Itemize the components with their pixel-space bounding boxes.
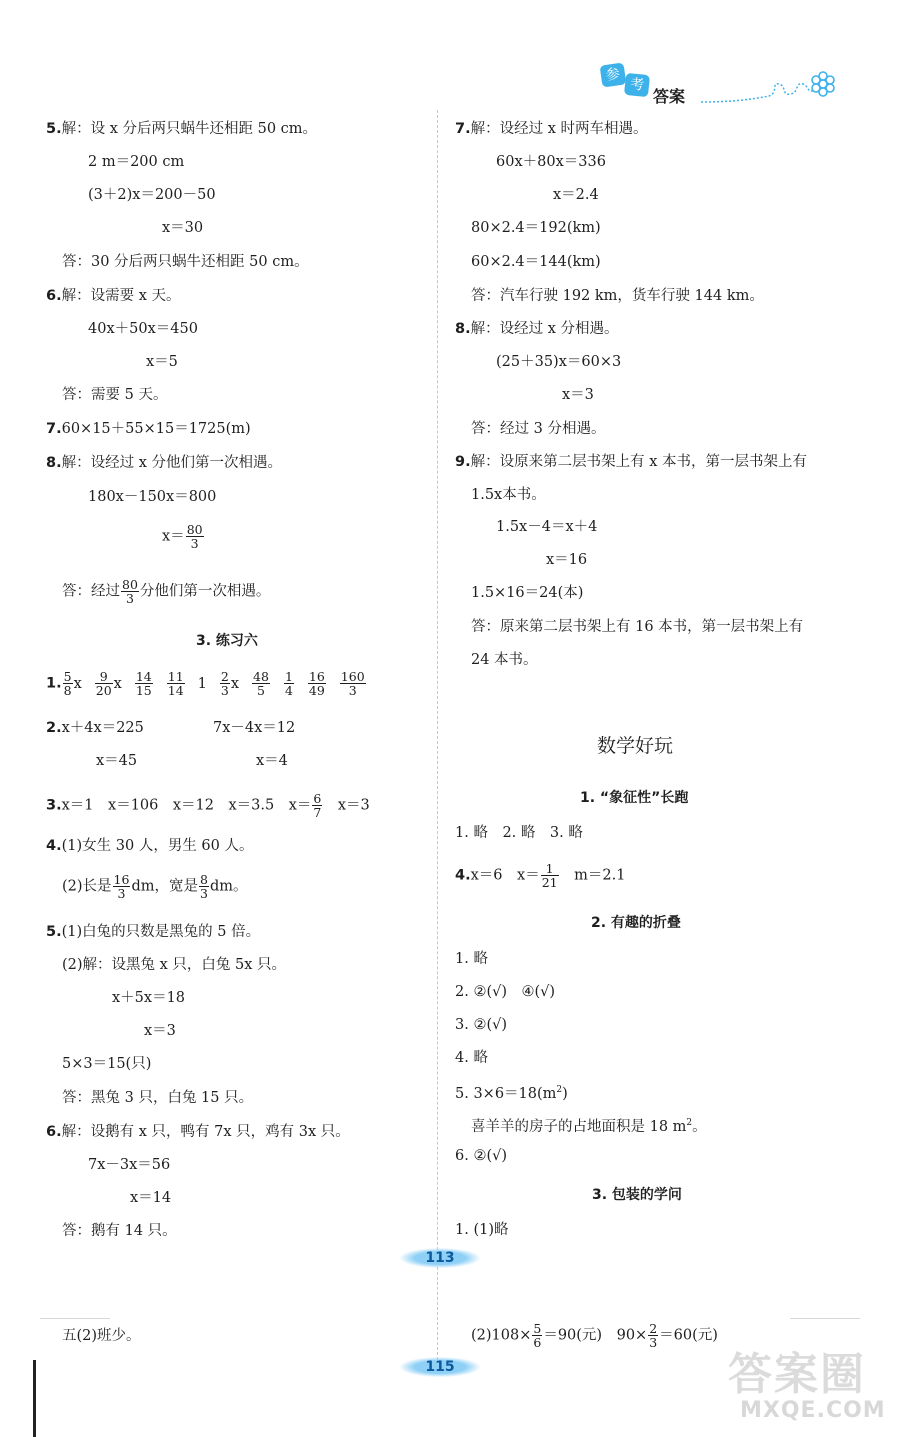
- fraction: $\frac{80}{3}$: [186, 522, 203, 551]
- fraction: $\frac{16}{3}$: [113, 872, 130, 901]
- header-answer-label: 答案: [653, 87, 686, 106]
- badge-can: 参: [600, 62, 627, 87]
- left-q8-line2: 180x－150x＝800: [88, 489, 217, 505]
- ex6-q2-line1b: 7x－4x＝12: [213, 720, 296, 736]
- fraction: $\frac{2}{3}$: [220, 669, 229, 698]
- fraction: $\frac{2}{3}$: [649, 1321, 658, 1350]
- s2-q1: 1. 略: [455, 951, 488, 967]
- q1-item: 1: [197, 675, 207, 692]
- left-q8-line3: x＝ $\frac{80}{3}$: [162, 522, 203, 551]
- s2-q3: 3. ②(√): [455, 1017, 507, 1033]
- s2-q2: 2. ②(√) ④(√): [455, 984, 556, 1000]
- left-q5-line4: x＝30: [162, 220, 204, 236]
- fraction: $\frac{160}{3}$: [340, 669, 365, 698]
- right-q9-answer-line1: 答：原来第二层书架上有 16 本书，第一层书架上有: [471, 619, 804, 635]
- fraction: $\frac{1}{21}$: [541, 861, 558, 890]
- watermark-small-text: MXQE.COM: [740, 1398, 886, 1423]
- page-number-113: 113: [400, 1248, 480, 1268]
- left-q5-line3: (3＋2)x＝200－50: [88, 187, 216, 203]
- section-title-2: 2. 有趣的折叠: [591, 915, 681, 931]
- fraction: $\frac{6}{7}$: [313, 791, 322, 820]
- left-q8-answer: 答：经过 $\frac{80}{3}$ 分他们第一次相遇。: [62, 577, 271, 606]
- right-q7-line3: x＝2.4: [553, 187, 599, 203]
- left-q7: 7.60×15＋55×15＝1725(m): [46, 421, 251, 437]
- ex6-q4-line2: (2)长是 $\frac{16}{3}$ dm，宽是 $\frac{8}{3}$ dm。: [62, 872, 248, 901]
- ex6-q5-line2: (2)解：设黑兔 x 只，白兔 5x 只。: [62, 957, 287, 973]
- q1-item: [307, 669, 327, 698]
- ex6-q5-line5: 5×3＝15(只): [62, 1056, 152, 1072]
- fragment-rule-right: [790, 1318, 860, 1319]
- fraction: $\frac{11}{14}$: [167, 669, 184, 698]
- swirl-flower-icon: [699, 62, 839, 106]
- fraction: $\frac{5}{8}$: [63, 669, 72, 698]
- fraction: $\frac{8}{3}$: [199, 872, 208, 901]
- right-q8-line1: 8.解：设经过 x 分相遇。: [455, 321, 619, 337]
- q1-item: $\frac{2}{3}$ x: [220, 669, 240, 698]
- left-q5-answer: 答：30 分后两只蜗牛还相距 50 cm。: [62, 254, 309, 270]
- ex6-q5-answer: 答：黑兔 3 只，白兔 15 只。: [62, 1090, 254, 1106]
- left-q5-line1: 5.解：设 x 分后两只蜗牛还相距 50 cm。: [46, 121, 318, 137]
- column-divider: [437, 110, 438, 1360]
- right-q7-line2: 60x＋80x＝336: [496, 154, 606, 170]
- s1-q1-3: 1. 略 2. 略 3. 略: [455, 825, 583, 841]
- right-q9-line5: 1.5×16＝24(本): [471, 585, 584, 601]
- s2-q5: 5. $3\times 6=18(m^2)$: [455, 1085, 568, 1102]
- right-q9-answer-line2: 24 本书。: [471, 652, 538, 668]
- fraction: $\frac{48}{5}$: [253, 669, 269, 698]
- ex6-q6-answer: 答：鹅有 14 只。: [62, 1223, 177, 1239]
- right-q7-answer: 答：汽车行驶 192 km，货车行驶 144 km。: [471, 288, 764, 304]
- ex6-q5-line4: x＝3: [144, 1023, 176, 1039]
- ex6-q1-items: [62, 669, 379, 698]
- left-q6-answer: 答：需要 5 天。: [62, 387, 168, 403]
- ex6-q5-line1: 5.(1)白兔的只数是黑兔的 5 倍。: [46, 924, 261, 940]
- s2-q4: 4. 略: [455, 1050, 488, 1066]
- right-q9-line3: 1.5x－4＝x＋4: [496, 519, 598, 535]
- fragment-left-text: 五(2)班少。: [62, 1328, 141, 1344]
- fraction: $\frac{9}{20}$: [95, 669, 112, 698]
- q1-item: [134, 669, 154, 698]
- ex6-q3: 3.x＝1 x＝106 x＝12 x＝3.5 x＝ $\frac{6}{7}$ x＝3: [46, 791, 370, 820]
- section-title-3: 3. 包装的学问: [592, 1187, 682, 1203]
- watermark-big-text: 答案圈: [728, 1349, 866, 1400]
- right-q7-line4: 80×2.4＝192(km): [471, 220, 601, 236]
- ex6-q5-line3: x＋5x＝18: [112, 990, 186, 1006]
- right-q8-line2: (25＋35)x＝60×3: [496, 354, 622, 370]
- s3-q1: 1. (1)略: [455, 1222, 509, 1238]
- right-q7-line5: 60×2.4＝144(km): [471, 254, 601, 270]
- page-number-115: 115: [400, 1357, 480, 1377]
- fragment-rule-left: [40, 1318, 110, 1319]
- fraction: $\frac{1}{4}$: [284, 669, 293, 698]
- left-q8-line1: 8.解：设经过 x 分他们第一次相遇。: [46, 455, 283, 471]
- section-title-exercise-6: 3. 练习六: [196, 633, 258, 649]
- unit-title: 数学好玩: [597, 735, 674, 757]
- q1-item: $\frac{9}{20}$ x: [95, 669, 122, 698]
- fraction: $\frac{14}{15}$: [135, 669, 152, 698]
- fraction: $\frac{16}{49}$: [308, 669, 325, 698]
- q1-item: [339, 669, 367, 698]
- left-q6-line3: x＝5: [146, 354, 178, 370]
- ex6-q6-line1: 6.解：设鹅有 x 只，鸭有 7x 只，鸡有 3x 只。: [46, 1124, 350, 1140]
- left-q6-line1: 6.解：设需要 x 天。: [46, 288, 181, 304]
- fraction: $\frac{5}{6}$: [533, 1321, 542, 1350]
- ex6-q4-line1: 4.(1)女生 30 人，男生 60 人。: [46, 838, 254, 854]
- right-q9-line1: 9.解：设原来第二层书架上有 x 本书，第一层书架上有: [455, 454, 808, 470]
- fraction: $\frac{80}{3}$: [122, 577, 138, 606]
- left-q5-line2: 2 m＝200 cm: [88, 154, 185, 170]
- s2-q5-answer: 喜羊羊的房子的占地面积是 18 $m^2$。: [471, 1118, 707, 1135]
- right-q9-line4: x＝16: [546, 552, 588, 568]
- right-q9-line2: 1.5x本书。: [471, 487, 546, 503]
- fragment-right-text: (2)108× $\frac{5}{6}$ ＝90(元) 90× $\frac{2}{3}$ ＝60(元): [471, 1321, 718, 1350]
- q1-item: [283, 669, 295, 698]
- ex6-q1: 1. $\frac{5}{8}$ x $\frac{9}{20}$ x $\frac{14}{15}$ $\frac{11}{14}$ 1 $\frac{2}{3}$ x $\frac{48}{5}$ $\frac{1}{4}$ $\frac{16}{49}$ $\frac{160}{3}$: [46, 670, 379, 697]
- q1-item: [251, 669, 271, 698]
- left-q6-line2: 40x＋50x＝450: [88, 321, 198, 337]
- badge-kao: 考: [624, 73, 650, 97]
- ex6-q6-line3: x＝14: [130, 1190, 172, 1206]
- s2-q6: 6. ②(√): [455, 1148, 507, 1164]
- ex6-q2-line1: 2.x＋4x＝225: [46, 720, 144, 736]
- right-q7-line1: 7.解：设经过 x 时两车相遇。: [455, 121, 648, 137]
- ex6-q2-line2b: x＝4: [256, 753, 288, 769]
- header-decoration: [595, 62, 845, 110]
- q1-item: [166, 669, 186, 698]
- watermark: [720, 1330, 900, 1437]
- right-q8-answer: 答：经过 3 分相遇。: [471, 421, 606, 437]
- s1-q4: 4.x＝6 x＝ $\frac{1}{21}$ m＝2.1: [455, 861, 626, 890]
- ex6-q2-line2: x＝45: [96, 753, 138, 769]
- binding-edge: [33, 1360, 36, 1437]
- q1-item: $\frac{5}{8}$ x: [63, 669, 82, 698]
- right-q8-line3: x＝3: [562, 387, 594, 403]
- ex6-q6-line2: 7x－3x＝56: [88, 1157, 171, 1173]
- section-title-1: 1. “象征性”长跑: [580, 790, 689, 806]
